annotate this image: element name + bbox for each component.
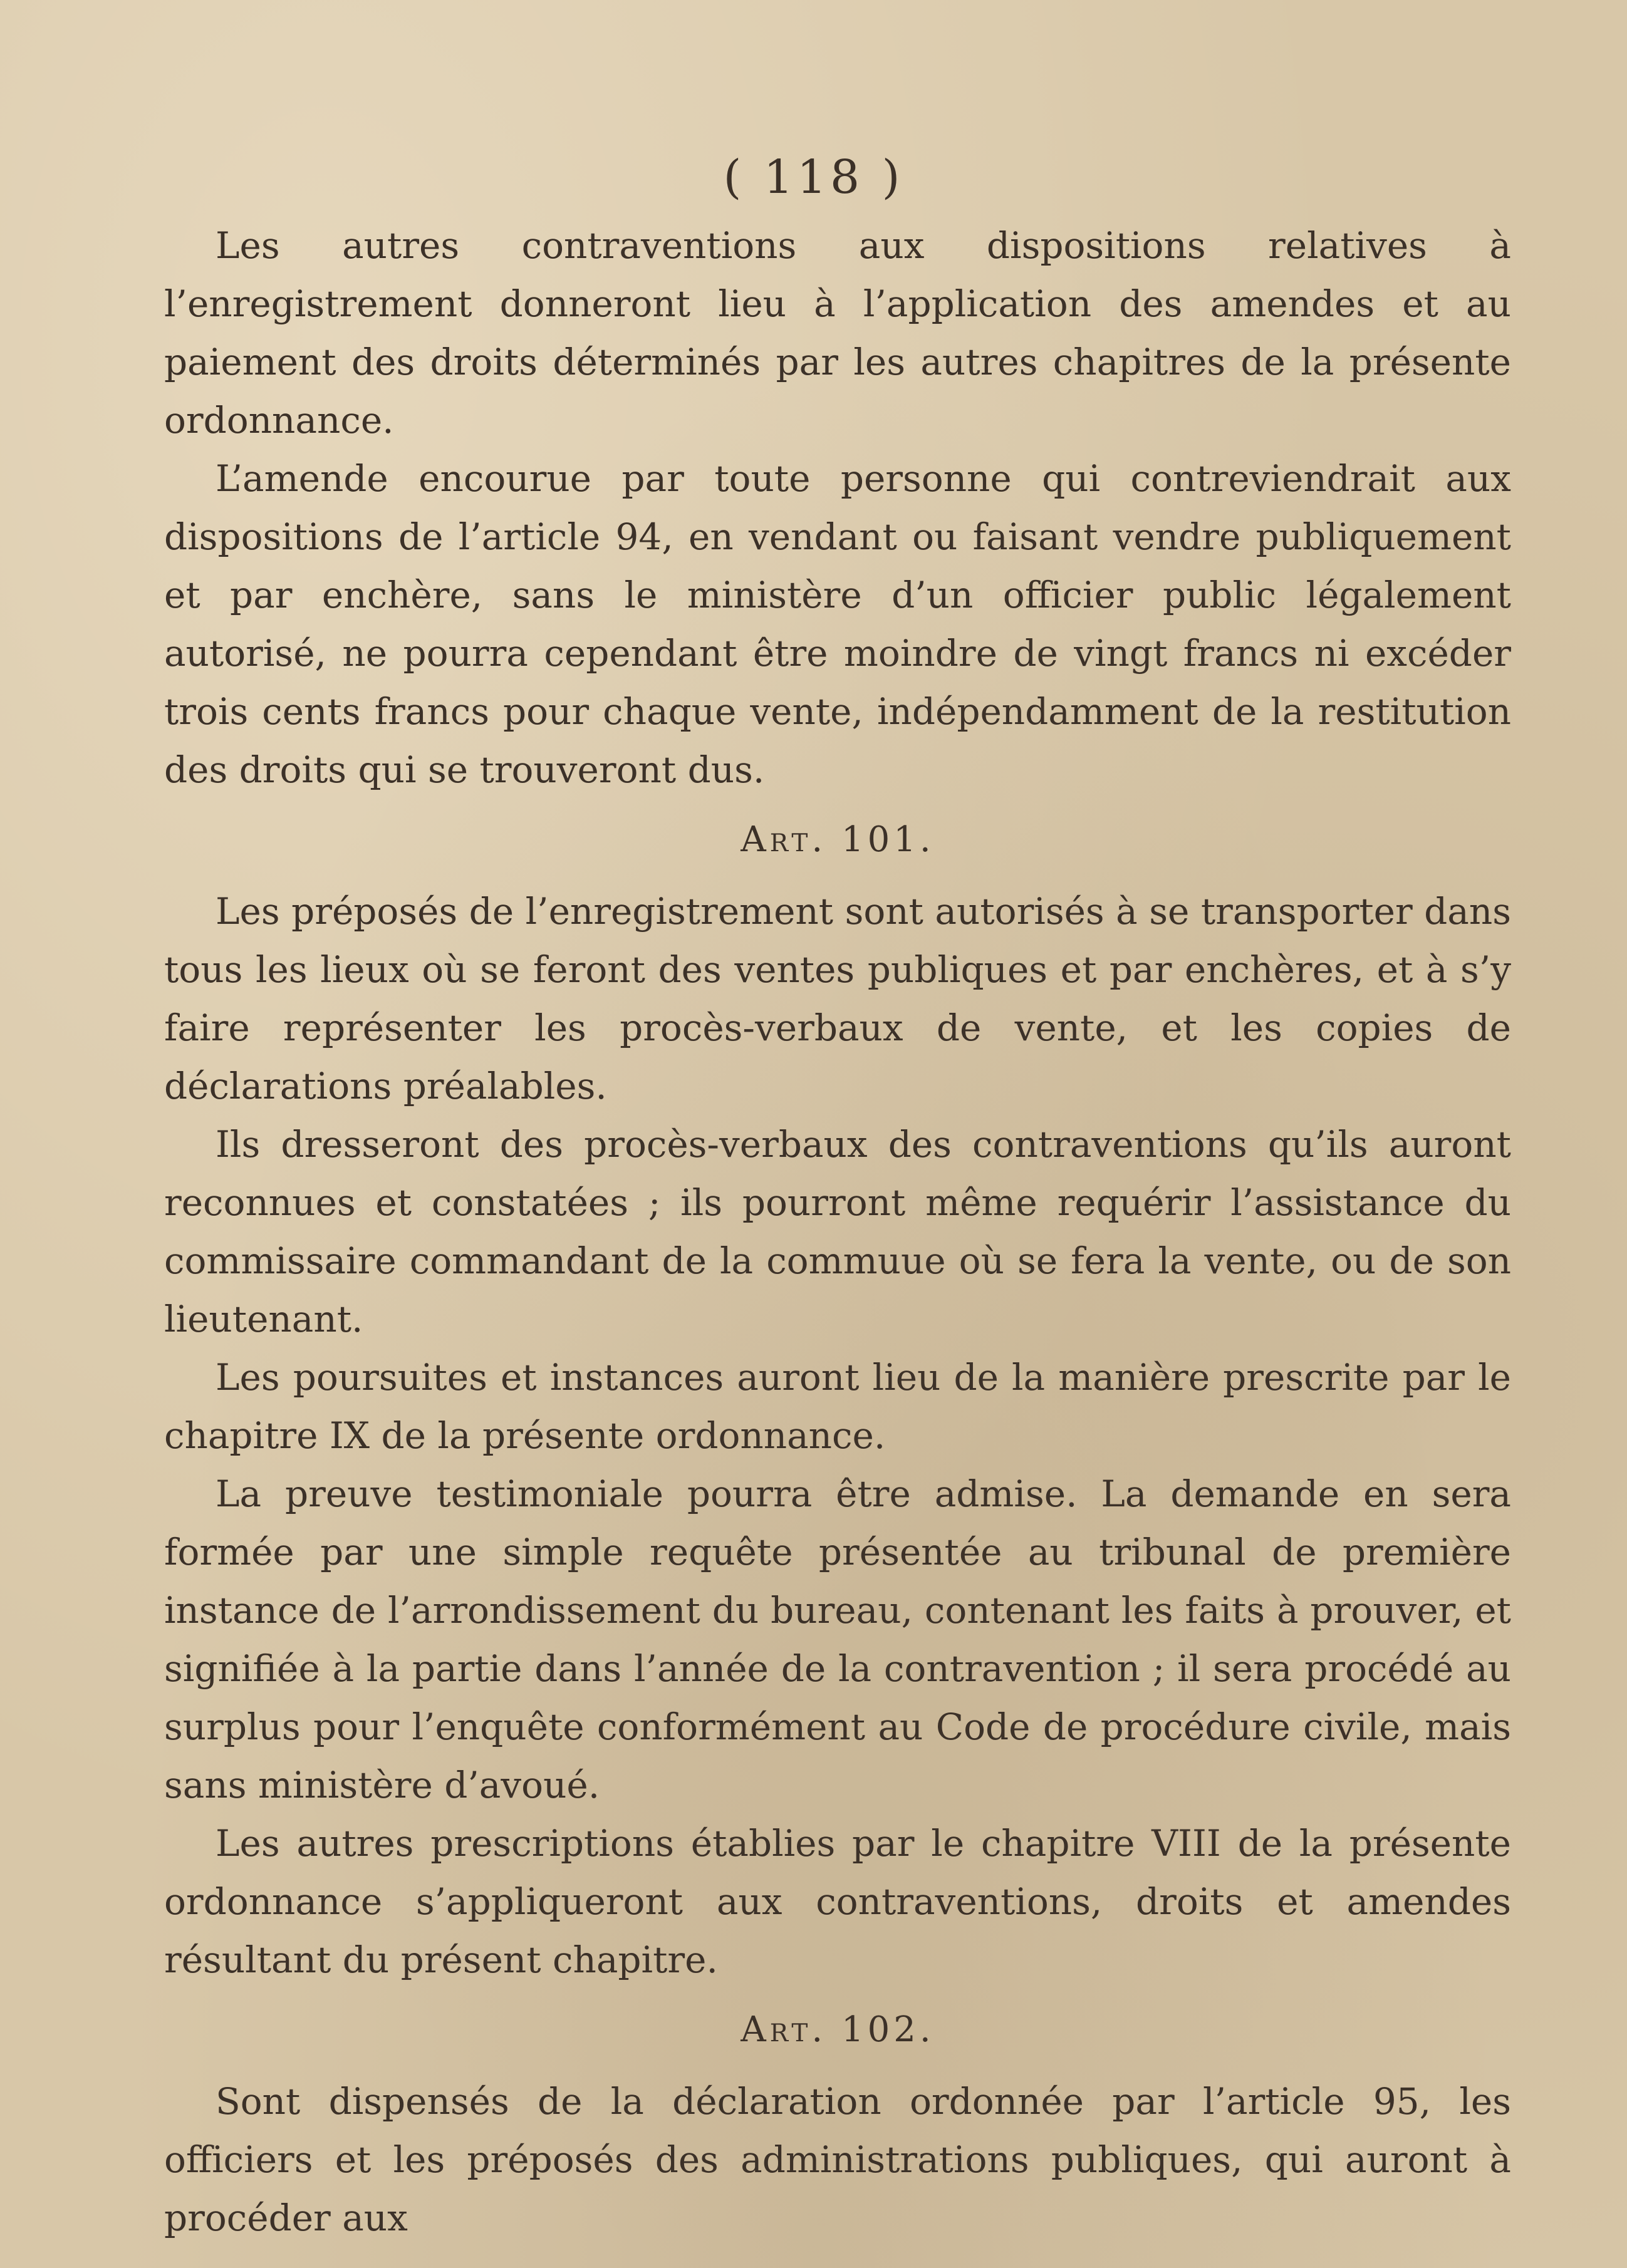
paragraph-1: Les autres contraventions aux dispositions relatives à l’enregistrement donneront lieu à l’application des amendes et au paiement des droits déterminés par les autres chapitres de la présente ordonnance. — [164, 224, 1511, 442]
paragraph-7: Les autres prescriptions établies par le chapitre VIII de la présente ordonnance s’appliqueront aux contraventions, droits et amendes résultant du présent chapitre. — [164, 1822, 1511, 1981]
page-number: ( 118 ) — [723, 150, 904, 204]
paragraph-6: La preuve testimoniale pourra être admise. La demande en sera formée par une simple requête présentée au tribunal de première instance de l’arrondissement du bureau, contenant les faits à prouver, et signifiée à la partie dans l’année de la contravention ; il sera procédé au surplus pour l’enquête conformément au Code de procédure civile, mais sans ministère d’avoué. — [164, 1473, 1511, 1806]
paragraph-3: Les préposés de l’enregistrement sont autorisés à se transporter dans tous les lieux où se feront des ventes publiques et par enchères, et à s’y faire représenter les procès-verbaux de vente, et les copies de déclarations préalables. — [164, 890, 1511, 1107]
body-text — [164, 217, 1511, 2247]
paragraph-8: Sont dispensés de la déclaration ordonnée par l’article 95, les officiers et les préposés des administrations publiques, qui auront à procéder aux — [164, 2080, 1511, 2239]
article-heading-102: Art. 102. — [741, 2009, 935, 2050]
paragraph-5: Les poursuites et instances auront lieu de la manière prescrite par le chapitre IX de la présente ordonnance. — [164, 1356, 1511, 1457]
article-heading-101: Art. 101. — [741, 819, 935, 860]
paragraph-4: Ils dresseront des procès-verbaux des contraventions qu’ils auront reconnues et constatées ; ils pourront même requérir l’assistance du commissaire commandant de la commuue où se fera la vente, ou de son lieutenant. — [164, 1123, 1511, 1340]
paragraph-2: L’amende encourue par toute personne qui contreviendrait aux dispositions de l’article 94, en vendant ou faisant vendre publiquement et par enchère, sans le ministère d’un officier public légalement autorisé, ne pourra cependant être moindre de vingt francs ni excéder trois cents francs pour chaque vente, indépendamment de la restitution des droits qui se trouveront dus. — [164, 457, 1511, 791]
